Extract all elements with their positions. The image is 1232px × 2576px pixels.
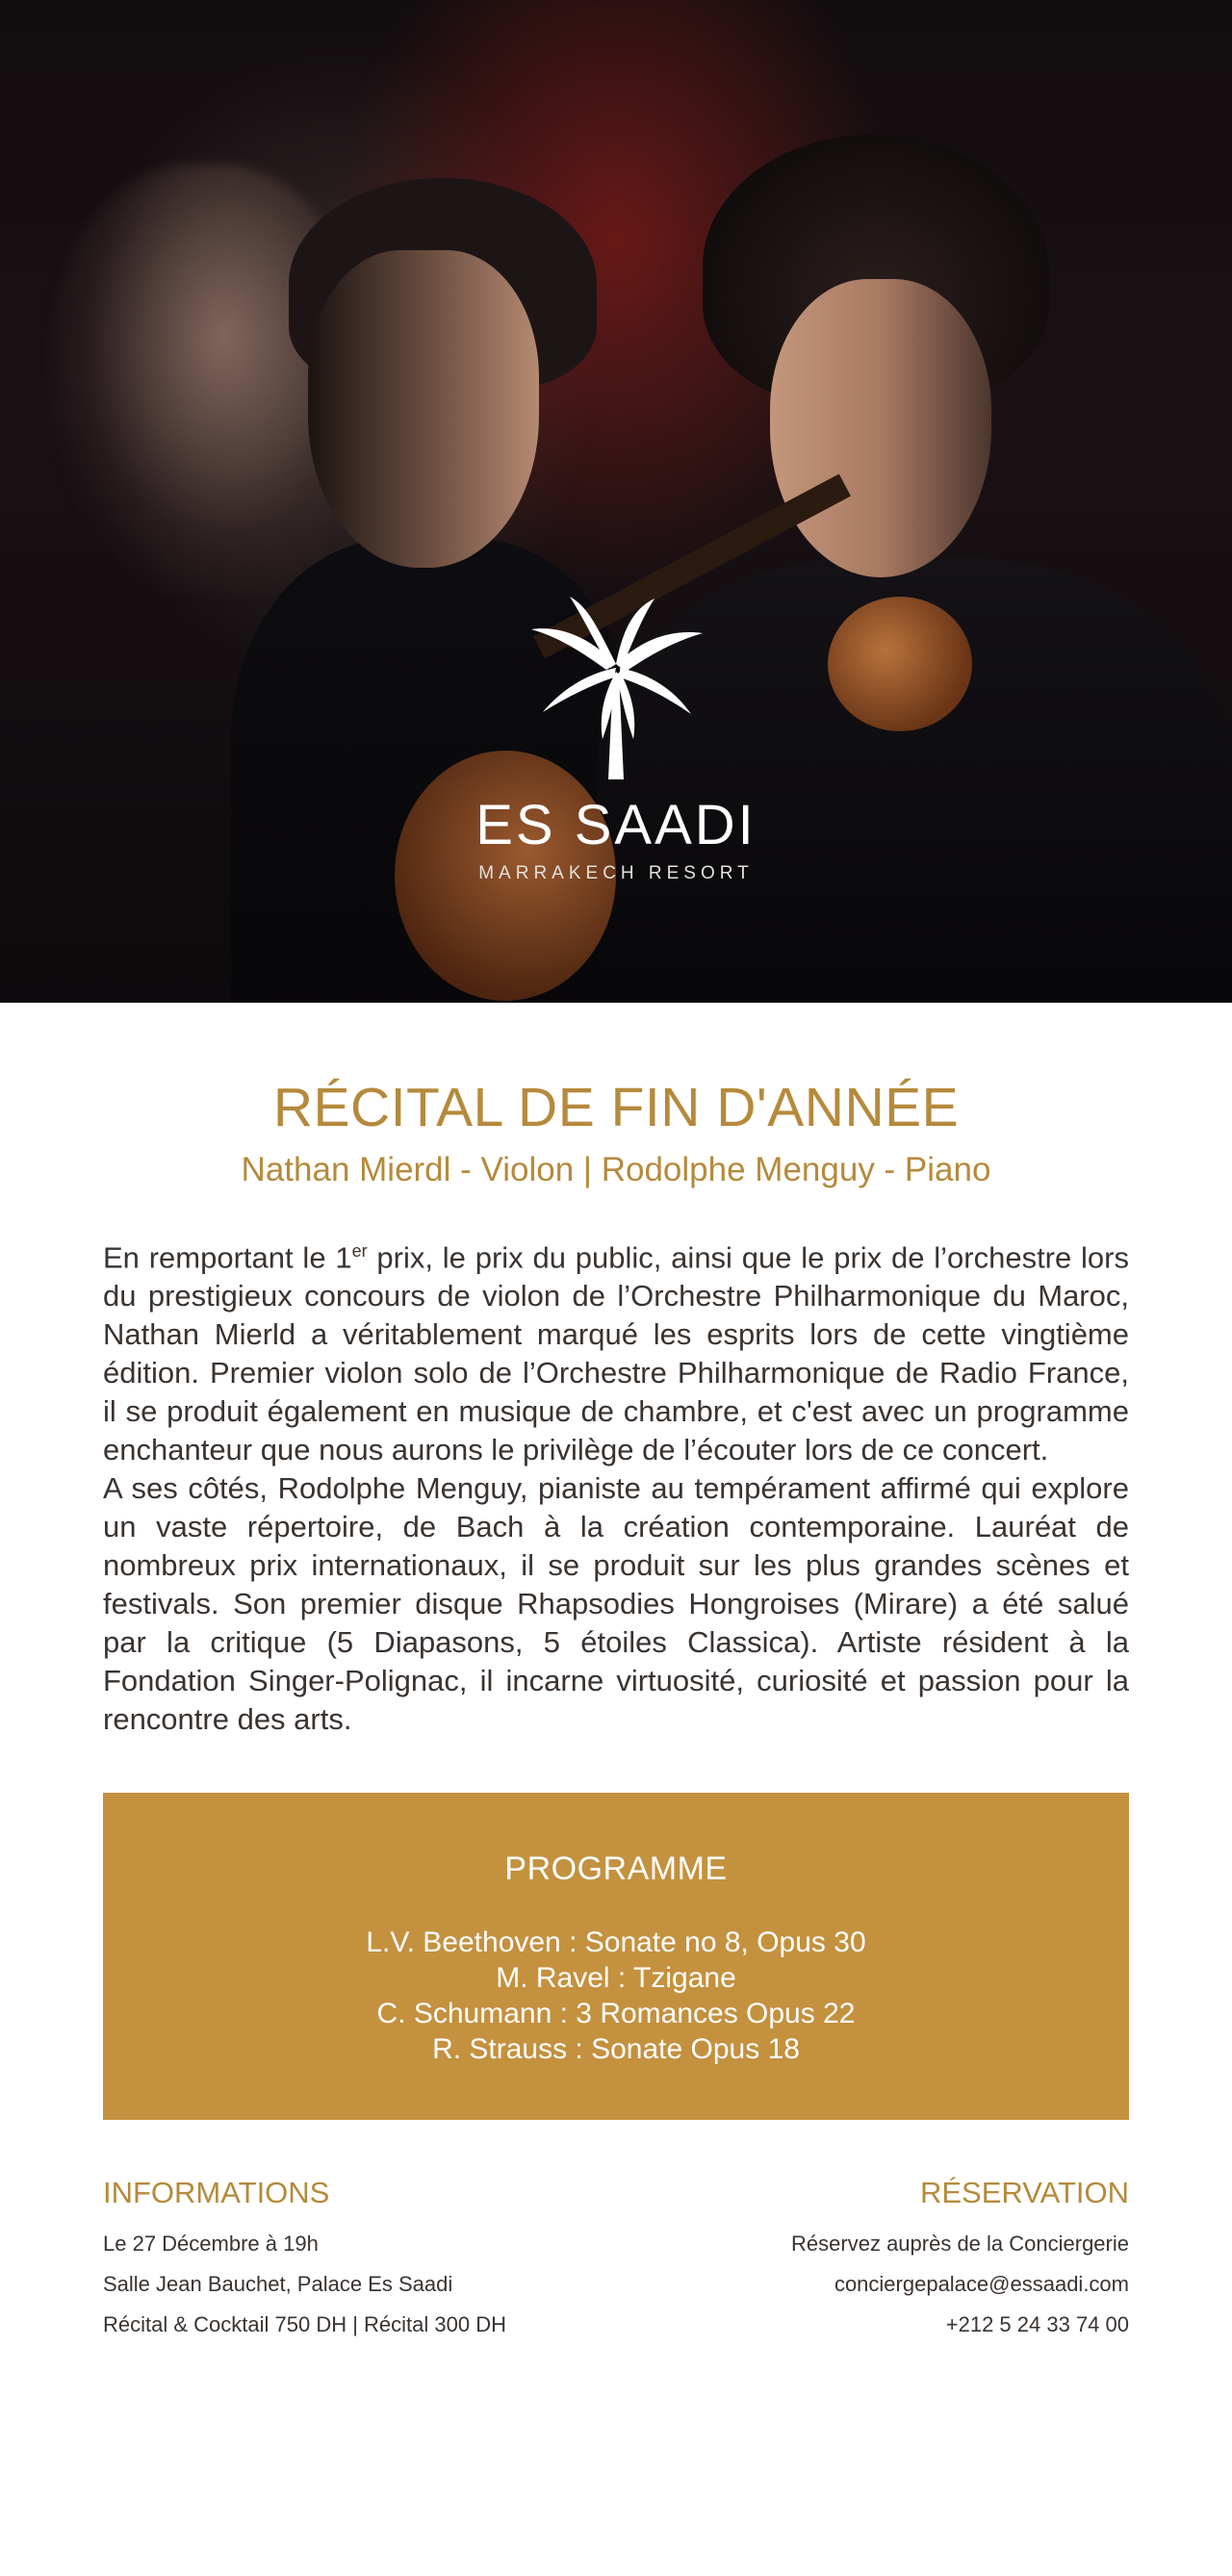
informations-column	[103, 2176, 506, 2345]
reservation-note: Réservez auprès de la Conciergerie	[791, 2232, 1129, 2257]
event-content	[0, 1076, 1232, 2345]
programme-item: R. Strauss : Sonate Opus 18	[432, 2033, 800, 2066]
event-title: RÉCITAL DE FIN D'ANNÉE	[272, 1077, 960, 1138]
description-paragraph-1	[103, 1232, 1129, 1469]
reservation-column	[791, 2176, 1129, 2345]
programme-item: C. Schumann : 3 Romances Opus 22	[376, 1998, 856, 2030]
hero-photo	[0, 0, 1232, 1003]
ordinal-suffix: er	[351, 1241, 368, 1261]
violinist-face	[770, 279, 991, 577]
pianist-face	[308, 250, 539, 568]
informations-title: INFORMATIONS	[103, 2176, 330, 2210]
programme-list	[103, 1925, 1129, 2067]
es-saadi-logo	[424, 597, 808, 884]
reservation-email-link[interactable]: conciergepalace@essaadi.com	[834, 2272, 1129, 2297]
footer-info	[103, 2176, 1129, 2345]
description-text: En remportant le 1	[103, 1240, 352, 1275]
description-text: prix, le prix du public, ainsi que le prix de l’orchestre lors du prestigieux concours de violon de l’Orchestre Philharmonique du Maroc, Nathan Mierld a véritablement marqué les esprits lors de cette vingtième édition. Premier violon solo de l’Orchestre Philharmonique de Radio France, il se produit également en musique de chambre, et c'est avec un programme enchanteur que nous aurons le privilège de l’écouter lors de ce concert.	[103, 1240, 1129, 1467]
logo-wordmark: ES SAADI	[475, 794, 757, 856]
event-prices: Récital & Cocktail 750 DH | Récital 300 DH	[103, 2312, 506, 2337]
palm-tree-icon	[520, 597, 712, 779]
programme-title: PROGRAMME	[504, 1850, 728, 1888]
event-venue: Salle Jean Bauchet, Palace Es Saadi	[103, 2272, 453, 2297]
violin-scroll	[828, 597, 972, 731]
event-subtitle: Nathan Mierdl - Violon | Rodolphe Menguy - Piano	[241, 1151, 991, 1188]
event-description	[103, 1232, 1129, 1739]
programme-item: L.V. Beethoven : Sonate no 8, Opus 30	[366, 1926, 866, 1959]
programme-box	[103, 1793, 1129, 2120]
programme-item: M. Ravel : Tzigane	[496, 1962, 736, 1995]
description-paragraph-2: A ses côtés, Rodolphe Menguy, pianiste au tempérament affirmé qui explore un vaste répertoire, de Bach à la création contemporaine. Lauréat de nombreux prix internationaux, il se produit sur les plus grandes scènes et festivals. Son premier disque Rhapsodies Hongroises (Mirare) a été salué par la critique (5 Diapasons, 5 étoiles Classica). Artiste résident à la Fondation Singer-Polignac, il incarne virtuosité, curiosité et passion pour la rencontre des arts.	[103, 1471, 1129, 1737]
reservation-title: RÉSERVATION	[919, 2176, 1129, 2210]
event-date: Le 27 Décembre à 19h	[103, 2232, 319, 2257]
logo-tagline: MARRAKECH RESORT	[478, 863, 754, 883]
reservation-phone-link[interactable]: +212 5 24 33 74 00	[945, 2312, 1129, 2337]
